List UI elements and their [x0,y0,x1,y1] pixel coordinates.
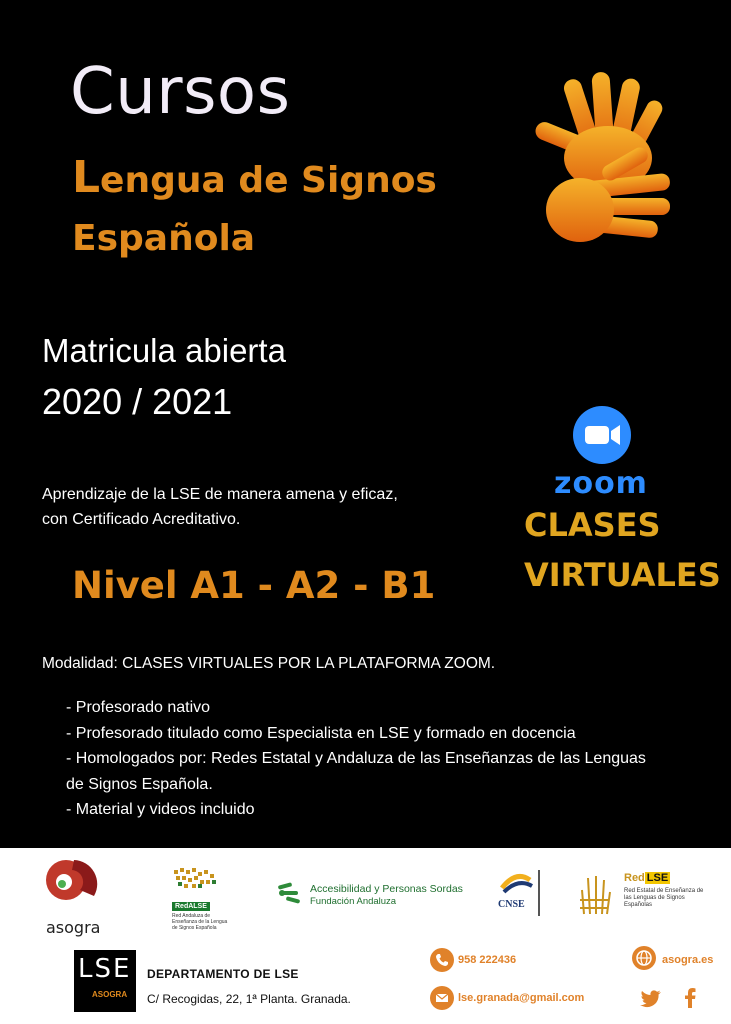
feature-item: - Homologados por: Redes Estatal y Andaluza de las Enseñanzas de las Lenguas de Signos Española. [66,750,646,793]
phone-number[interactable]: 958 222436 [458,954,517,966]
redlse-red-label: Red [624,872,645,884]
enrollment-heading: Matricula abierta [42,332,286,369]
redalse-label: RedALSE [172,902,210,911]
lse-logo-sublabel: ASOGRA [92,990,128,999]
facebook-icon[interactable] [684,988,696,1008]
zoom-wordmark: zoom [554,466,648,501]
feature-item: - Profesorado titulado como Especialista en LSE y formado en docencia [66,724,576,742]
description-line-1: Aprendizaje de la LSE de manera amena y eficaz, [42,486,398,503]
cnse-emblem-icon [498,870,534,894]
footer [0,848,731,1024]
redlse-subtitle: Red Estatal de Enseñanza de las Lenguas de Signos Españolas [624,888,704,908]
lse-department-logo [74,950,136,1012]
globe-icon [632,946,656,970]
website-link[interactable]: asogra.es [662,954,714,966]
feature-item: - Profesorado nativo [66,699,211,716]
redlse-lse-label: LSE [646,872,669,884]
email-address[interactable]: lse.granada@gmail.com [458,992,585,1004]
fundacion-line-2: Fundación Andaluza [310,896,397,907]
virtual-classes-line-2: VIRTUALES [524,556,721,594]
features-list [66,695,666,823]
cnse-label: CNSE [498,899,525,910]
subtitle-initial: L [72,152,101,203]
redalse-subtitle: Red Andaluza de Enseñanza de la Lengua de Signos Española [172,913,228,931]
asogra-emblem-icon [44,856,102,912]
asogra-logo [44,856,102,936]
course-levels: Nivel A1 - A2 - B1 [72,564,436,607]
subtitle-line-2: Española [72,218,256,259]
fundacion-hands-icon [276,880,306,908]
lse-logo-label: LSE [78,954,132,984]
subtitle-line-1-text: engua de Signos [100,160,437,201]
asogra-label: asogra [46,918,101,937]
email-icon [430,986,454,1010]
address: C/ Recogidas, 22, 1ª Planta. Granada. [147,992,351,1006]
cnse-logo [498,870,550,918]
description-line-2: con Certificado Acreditativo. [42,511,241,528]
twitter-icon[interactable] [640,990,662,1008]
signing-hands-icon [530,70,680,250]
redlse-logo [574,870,708,922]
andalusia-map-icon [172,866,218,890]
modality-text: Modalidad: CLASES VIRTUALES POR LA PLATAFORMA ZOOM. [42,655,496,672]
zoom-camera-icon [573,406,631,464]
redalse-logo [166,866,232,931]
redlse-wordmark [624,872,670,884]
fundacion-logo [276,880,466,910]
fundacion-line-1: Accesibilidad y Personas Sordas [310,883,463,895]
redlse-hand-icon [574,870,614,920]
phone-icon [430,948,454,972]
page-title: Cursos [70,55,291,129]
feature-item: - Material y videos incluido [66,801,255,818]
subtitle-line-1 [72,152,437,203]
cnse-divider [538,870,540,916]
enrollment-year: 2020 / 2021 [42,381,233,422]
virtual-classes-line-1: CLASES [524,506,661,544]
department-name: DEPARTAMENTO DE LSE [147,967,299,981]
